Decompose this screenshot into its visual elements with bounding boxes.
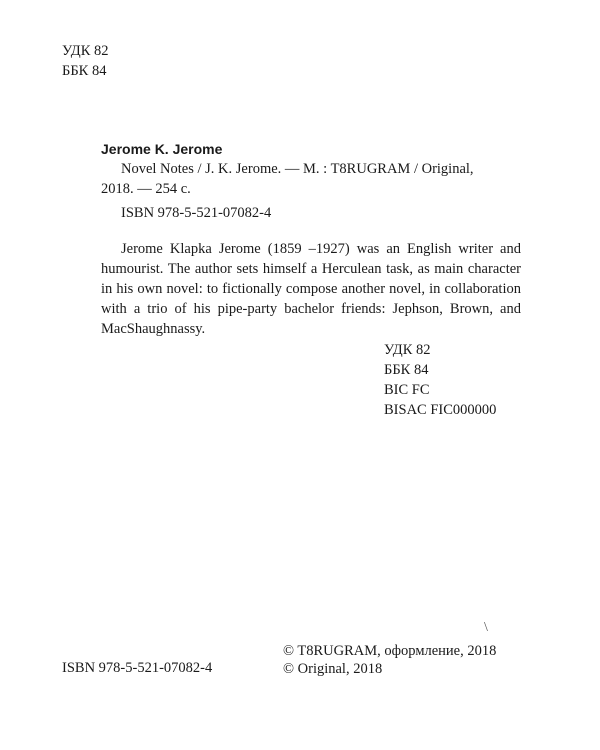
author-heading: Jerome K. Jerome	[101, 141, 223, 157]
record-line-2: 2018. — 254 c.	[101, 181, 191, 197]
bisac-code: BISAC FIC000000	[384, 402, 497, 418]
udk-code: УДК 82	[62, 43, 109, 59]
udk-code-right: УДК 82	[384, 342, 431, 358]
margin-mark: \	[484, 620, 488, 635]
record-line-1: Novel Notes / J. K. Jerome. — M. : T8RUGRAM / Original,	[121, 161, 474, 177]
top-classification-codes	[62, 41, 109, 81]
isbn-footer: ISBN 978-5-521-07082-4	[62, 660, 213, 676]
copyright-design: © T8RUGRAM, оформление, 2018	[283, 643, 497, 659]
copyright-original: © Original, 2018	[283, 661, 383, 677]
annotation-text: Jerome Klapka Jerome (1859 –1927) was an English writer and humourist. The author sets himself a Herculean task, as main character in his own novel: to fictionally compose another novel, in collaboration with a trio of his pipe-party bachelor friends: Jephson, Brown, and MacShaughnassy.	[101, 241, 521, 337]
annotation-block	[101, 239, 521, 339]
bic-code: BIC FC	[384, 382, 430, 398]
bbk-code-right: ББК 84	[384, 362, 429, 378]
bibliographic-record	[101, 139, 521, 199]
classification-codes	[384, 340, 496, 420]
bbk-code: ББК 84	[62, 63, 107, 79]
isbn-main: ISBN 978-5-521-07082-4	[121, 205, 272, 221]
copyright-notices	[283, 642, 496, 678]
